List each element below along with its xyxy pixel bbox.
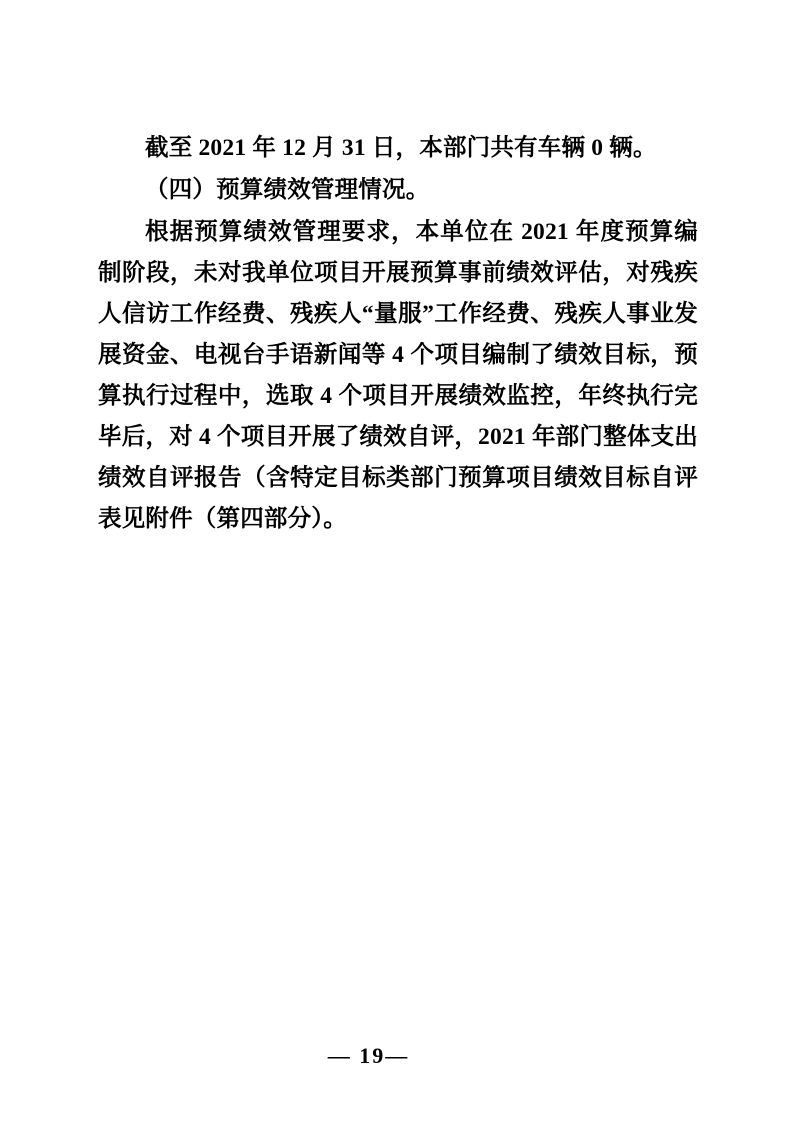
document-body xyxy=(98,128,698,540)
paragraph-performance-management: 根据预算绩效管理要求，本单位在 2021 年度预算编制阶段，未对我单位项目开展预算事前绩效评估，对残疾人信访工作经费、残疾人“量服”工作经费、残疾人事业发展资金、电视台手语新闻等 4 个项目编制了绩效目标，预算执行过程中，选取 4 个项目开展绩效监控，年终执行完毕后，对 4 个项目开展了绩效自评，2021 年部门整体支出绩效自评报告（含特定目标类部门预算项目绩效目标自评表见附件（第四部分）。 xyxy=(98,219,698,532)
paragraph-vehicle-count: 截至 2021 年 12 月 31 日，本部门共有车辆 0 辆。 xyxy=(145,135,657,161)
page-footer xyxy=(0,1043,793,1069)
page-number: — 19— xyxy=(327,1043,410,1068)
paragraph-section-heading: （四）预算绩效管理情况。 xyxy=(145,177,430,203)
